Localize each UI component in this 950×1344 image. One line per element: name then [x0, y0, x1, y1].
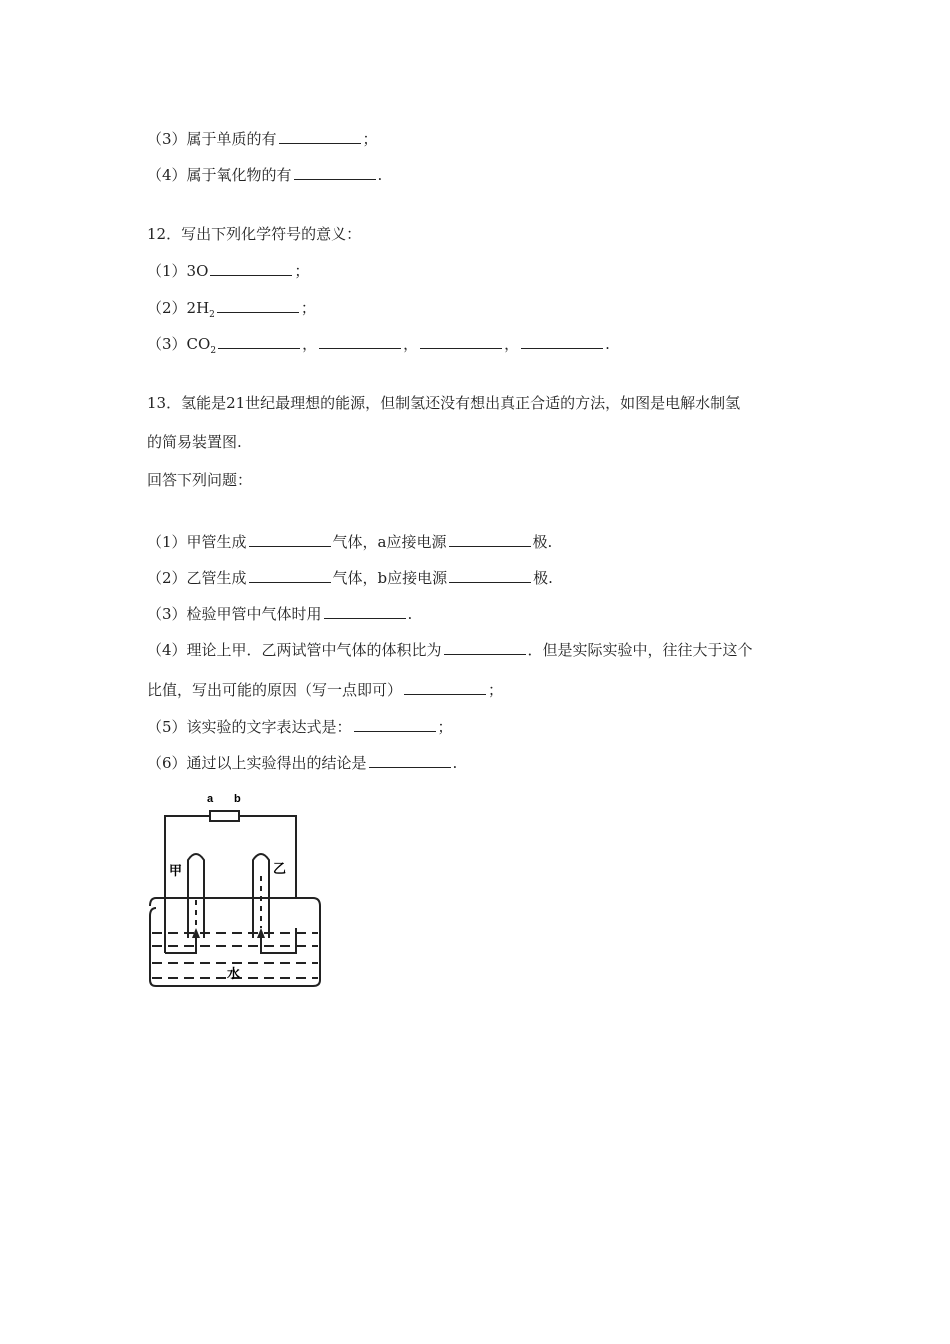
answer-blank[interactable] — [369, 752, 451, 768]
q12-part3: $(3)CO_2$ ， ， ， . — [147, 335, 610, 356]
answer-blank[interactable] — [449, 531, 531, 547]
q13-part4-line2: 比值，写出可能的原因（写一点即可） ； — [147, 681, 504, 699]
power-source — [210, 811, 239, 821]
electrode-right — [257, 928, 265, 938]
answer-blank[interactable] — [294, 164, 376, 180]
q13-part2: （2）乙管生成 气体，b应接电源 极. — [147, 569, 553, 587]
answer-blank[interactable] — [319, 333, 401, 349]
answer-blank[interactable] — [444, 639, 526, 655]
q12-part2: $(2)2H_2$ ； — [147, 299, 316, 320]
label-jia: 甲 — [169, 864, 183, 879]
q12-part1: （1）3O ； — [147, 262, 310, 280]
q13-part4: （4）理论上甲．乙两试管中气体的体积比为 ．但是实际实验中，往往大于这个 — [147, 641, 753, 659]
q13-part6: （6）通过以上实验得出的结论是 . — [147, 754, 458, 772]
water-level-lines — [152, 876, 318, 978]
label-a: a — [207, 793, 214, 805]
q13-title-line1: 13．氢能是21世纪最理想的能源，但制氢还没有想出真正合适的方法，如图是电解水制氢 — [147, 394, 741, 412]
answer-blank[interactable] — [217, 297, 299, 313]
answer-blank[interactable] — [249, 531, 331, 547]
answer-blank[interactable] — [420, 333, 502, 349]
q13-part5: （5）该实验的文字表达式是： ； — [147, 718, 453, 736]
label-b: b — [234, 793, 241, 805]
wire-inner-right — [261, 928, 296, 953]
q12-title: 12．写出下列化学符号的意义： — [147, 225, 362, 243]
label-yi: 乙 — [273, 862, 287, 877]
answer-blank[interactable] — [521, 333, 603, 349]
answer-blank[interactable] — [324, 603, 406, 619]
q13-part3: （3）检验甲管中气体时用 . — [147, 605, 413, 623]
q11-part3: （3）属于单质的有 ； — [147, 130, 378, 148]
q13-instruction: 回答下列问题： — [147, 471, 253, 489]
answer-blank[interactable] — [449, 567, 531, 583]
answer-blank[interactable] — [354, 716, 436, 732]
q13-title-line2: 的简易装置图. — [147, 433, 242, 451]
electrolysis-apparatus-diagram — [148, 788, 323, 988]
answer-blank[interactable] — [404, 679, 486, 695]
q13-part1: （1）甲管生成 气体，a应接电源 极. — [147, 533, 553, 551]
answer-blank[interactable] — [249, 567, 331, 583]
answer-blank[interactable] — [210, 260, 292, 276]
answer-blank[interactable] — [218, 333, 300, 349]
label-water: 水 — [227, 967, 241, 982]
q11-part4: （4）属于氧化物的有 . — [147, 166, 383, 184]
answer-blank[interactable] — [279, 128, 361, 144]
q11-part4-text: （4）属于氧化物的有 — [147, 166, 292, 184]
tube-jia — [188, 854, 204, 938]
q11-part3-text: （3）属于单质的有 — [147, 130, 277, 148]
